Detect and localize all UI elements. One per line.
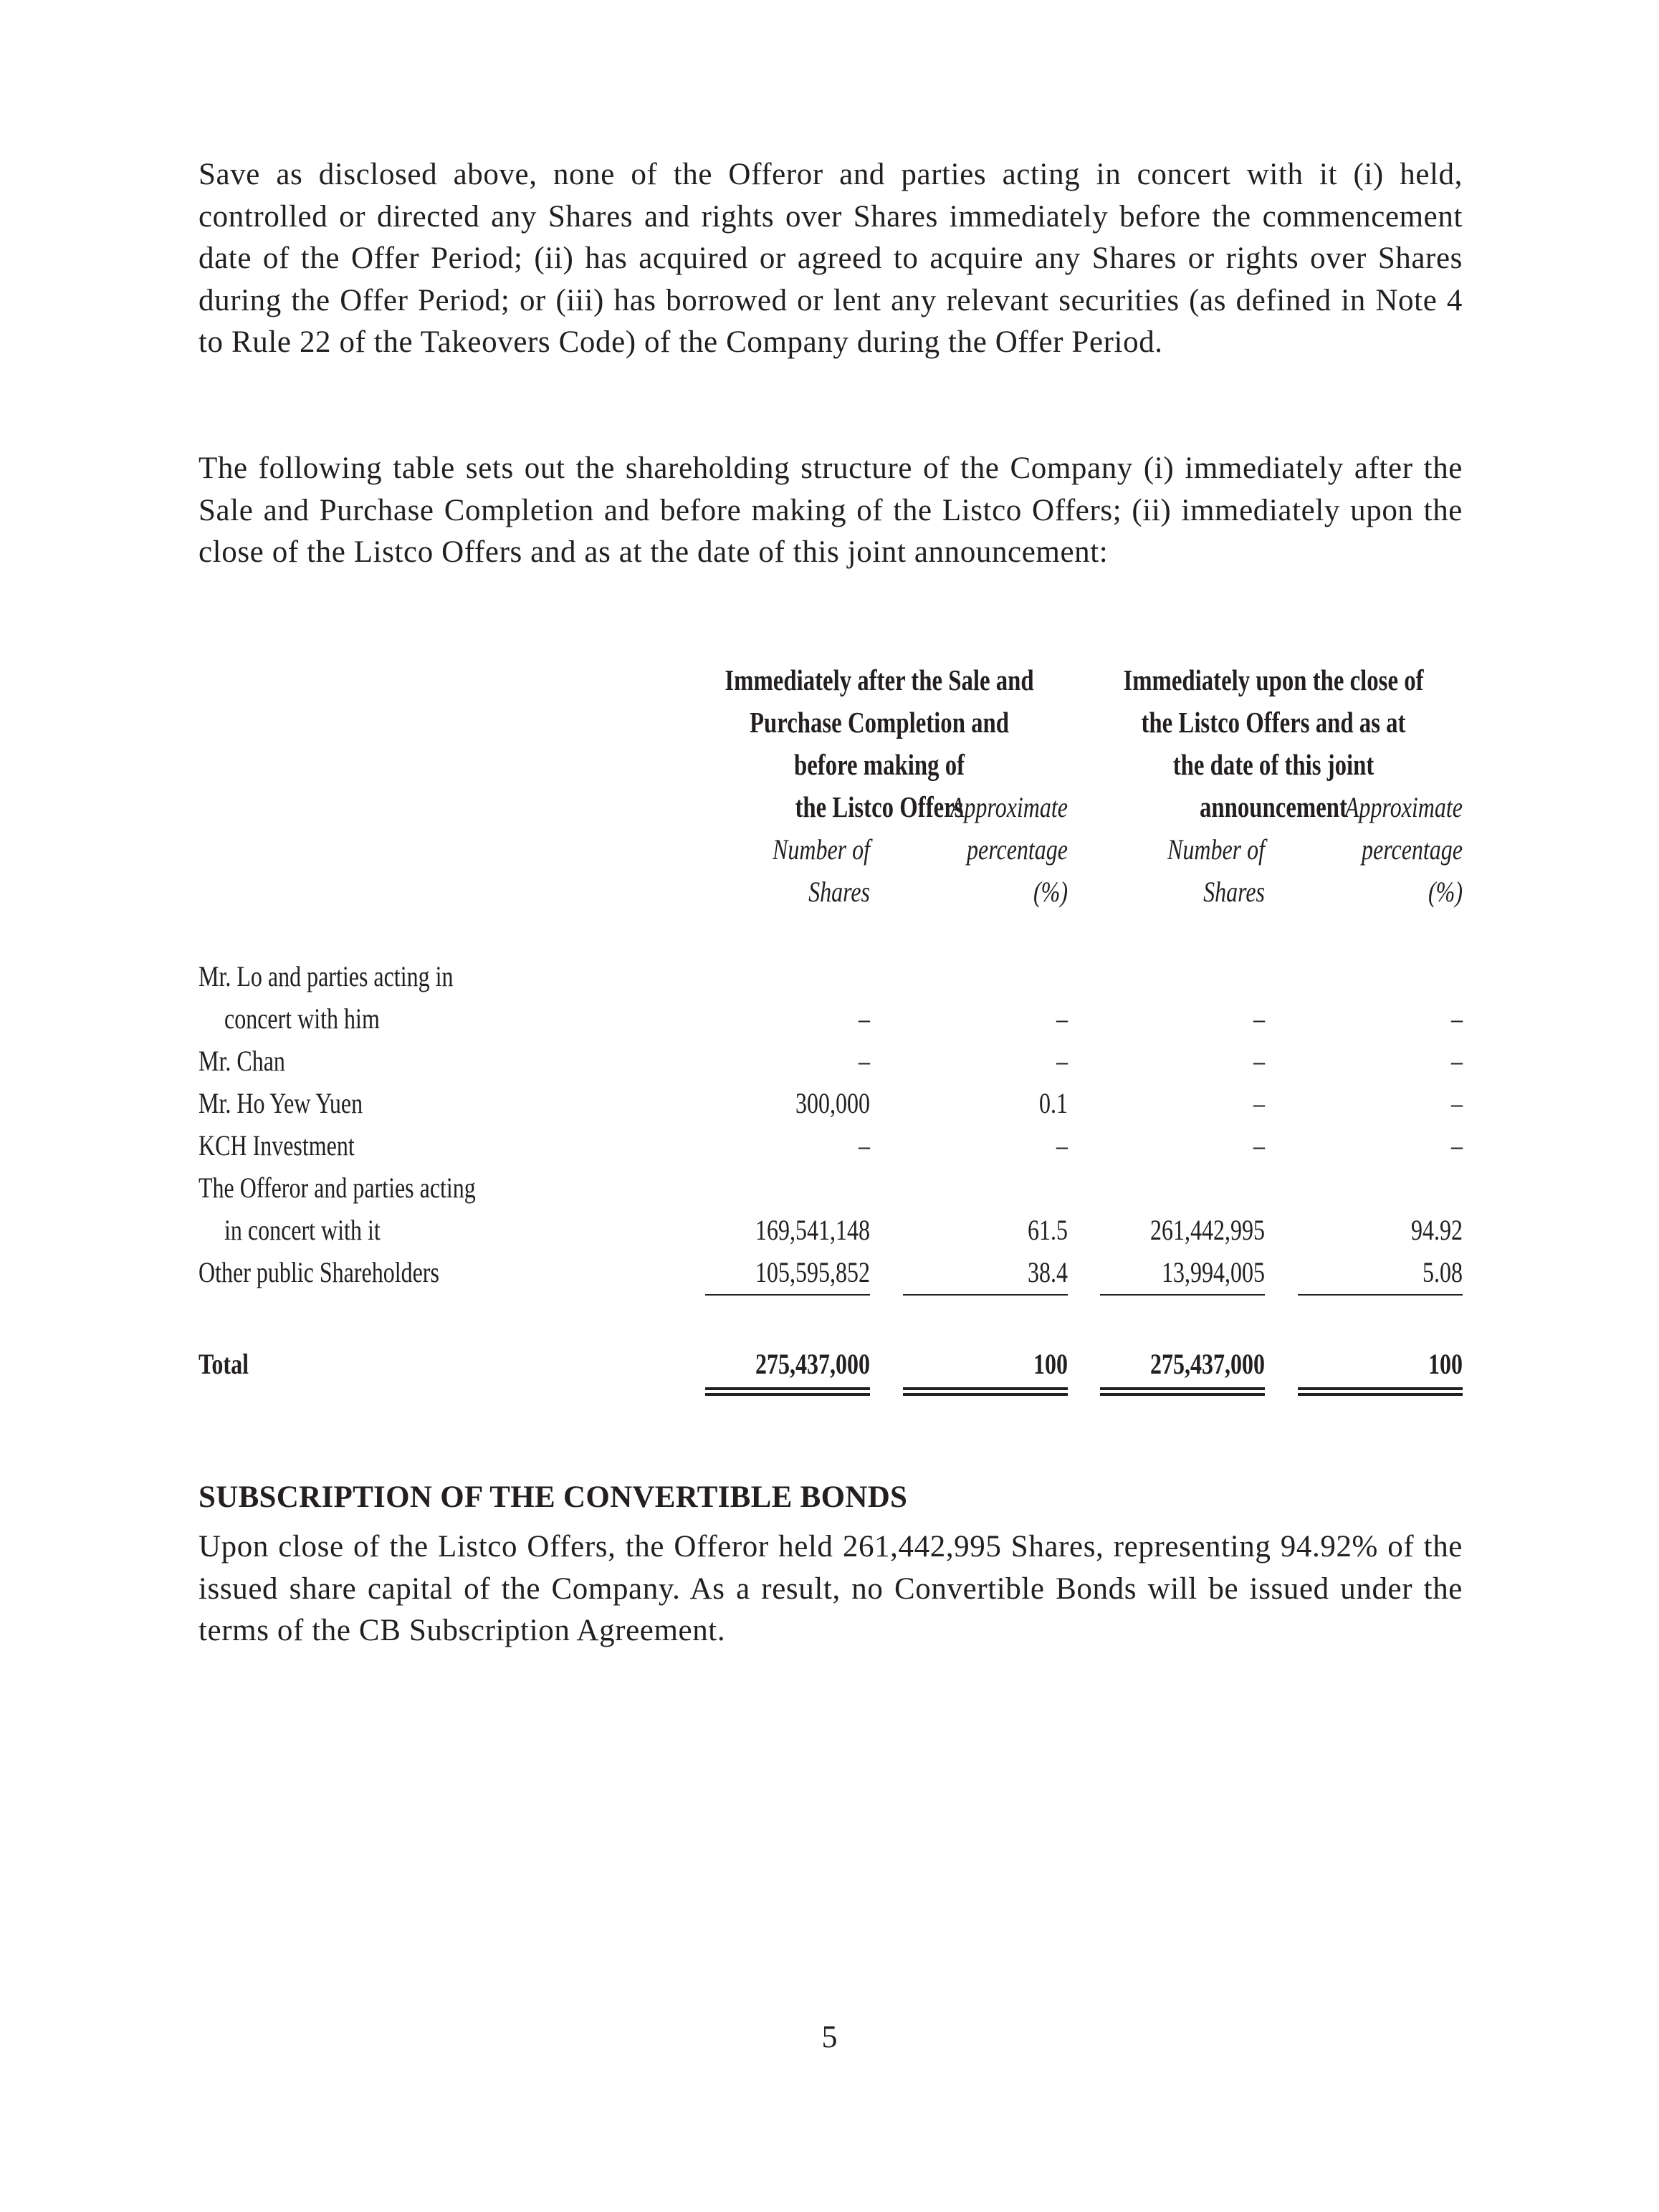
table-cell: – bbox=[1056, 1002, 1068, 1035]
header-line: before making of bbox=[793, 748, 965, 781]
table-cell: 61.5 bbox=[1028, 1214, 1068, 1246]
table-cell: – bbox=[1056, 1129, 1068, 1162]
table-cell: 100 bbox=[1428, 1348, 1463, 1380]
subheader-line: Approximate bbox=[1344, 791, 1463, 823]
subheader-line: Shares bbox=[808, 876, 870, 908]
header-line: the Listco Offers and as at bbox=[1141, 706, 1406, 739]
paragraph-table-intro: The following table sets out the shareholding structure of the Company (i) immediately after the Sale and Purchase Completion and before making of the Listco Offers; (ii) immediately upon the close of the Listco Offers and as at the date of this joint announcement: bbox=[199, 451, 1463, 569]
header-line: Immediately upon the close of bbox=[1123, 664, 1424, 696]
subtotal-rule bbox=[903, 1294, 1068, 1296]
subheader-shares-1 bbox=[655, 828, 870, 913]
subheader-line: (%) bbox=[1033, 876, 1068, 908]
section-heading: SUBSCRIPTION OF THE CONVERTIBLE BONDS bbox=[199, 1480, 908, 1514]
subtotal-rule bbox=[1298, 1294, 1463, 1296]
table-cell: 38.4 bbox=[1028, 1256, 1068, 1288]
subheader-line: Number of bbox=[1167, 833, 1265, 866]
total-double-rule bbox=[705, 1387, 870, 1396]
subheader-shares-2 bbox=[1050, 828, 1265, 913]
row-label: KCH Investment bbox=[199, 1129, 355, 1162]
subheader-line: Number of bbox=[773, 833, 870, 866]
table-cell: 169,541,148 bbox=[755, 1214, 870, 1246]
row-label: Mr. Chan bbox=[199, 1045, 285, 1077]
table-cell: 105,595,852 bbox=[755, 1256, 870, 1288]
subheader-line: Shares bbox=[1203, 876, 1265, 908]
paragraph-convertible-bonds: Upon close of the Listco Offers, the Offeror held 261,442,995 Shares, representing 94.92% of the issued share capital of the Company. As a result, no Convertible Bonds will be issued under the terms of the CB Subscription Agreement. bbox=[199, 1530, 1463, 1647]
subheader-line: percentage bbox=[967, 833, 1068, 866]
header-line: the Listco Offers bbox=[795, 790, 964, 823]
table-row bbox=[199, 1209, 1659, 1251]
table-total-row bbox=[199, 1343, 1659, 1385]
table-cell: – bbox=[1451, 1087, 1463, 1119]
table-row bbox=[199, 1082, 1659, 1124]
table-cell: 300,000 bbox=[795, 1087, 870, 1119]
subheader-line: (%) bbox=[1428, 876, 1463, 908]
page-number: 5 bbox=[821, 2019, 838, 2054]
row-label: The Offeror and parties acting bbox=[199, 1172, 476, 1204]
table-cell: 94.92 bbox=[1411, 1214, 1463, 1246]
table-cell: 5.08 bbox=[1423, 1256, 1463, 1288]
table-cell: – bbox=[859, 1129, 870, 1162]
row-label: Mr. Ho Yew Yuen bbox=[199, 1087, 363, 1119]
row-label: Other public Shareholders bbox=[199, 1256, 439, 1288]
table-cell: – bbox=[1253, 1002, 1265, 1035]
table-cell: 275,437,000 bbox=[1150, 1348, 1265, 1380]
table-cell: – bbox=[1056, 1045, 1068, 1077]
table-cell: – bbox=[859, 1045, 870, 1077]
table-cell: 261,442,995 bbox=[1150, 1214, 1265, 1246]
row-label: concert with him bbox=[224, 1002, 380, 1035]
table-cell: – bbox=[1451, 1129, 1463, 1162]
row-label: Mr. Lo and parties acting in bbox=[199, 960, 454, 992]
table-cell: – bbox=[859, 1002, 870, 1035]
table-cell: – bbox=[1253, 1045, 1265, 1077]
table-cell: 100 bbox=[1033, 1348, 1068, 1380]
subtotal-rule bbox=[1100, 1294, 1265, 1296]
table-cell: 0.1 bbox=[1039, 1087, 1068, 1119]
header-line: the date of this joint bbox=[1172, 748, 1374, 781]
subheader-line: percentage bbox=[1362, 833, 1463, 866]
table-row bbox=[199, 1167, 1659, 1209]
table-cell: – bbox=[1451, 1002, 1463, 1035]
header-line: Immediately after the Sale and bbox=[725, 664, 1034, 696]
subtotal-rule bbox=[705, 1294, 870, 1296]
subheader-percentage-2 bbox=[1248, 786, 1463, 913]
total-double-rule bbox=[903, 1387, 1068, 1396]
total-double-rule bbox=[1298, 1387, 1463, 1396]
row-label: in concert with it bbox=[224, 1214, 381, 1246]
table-row bbox=[199, 1251, 1659, 1293]
table-cell: – bbox=[1451, 1045, 1463, 1077]
table-row bbox=[199, 997, 1659, 1040]
header-line: Purchase Completion and bbox=[749, 706, 1010, 739]
table-row bbox=[199, 1124, 1659, 1167]
subheader-line: Approximate bbox=[950, 791, 1068, 823]
table-cell: – bbox=[1253, 1129, 1265, 1162]
table-cell: – bbox=[1253, 1087, 1265, 1119]
table-row bbox=[199, 1040, 1659, 1082]
header-line: announcement bbox=[1200, 790, 1347, 823]
total-double-rule bbox=[1100, 1387, 1265, 1396]
table-row bbox=[199, 955, 1659, 997]
subheader-percentage-1 bbox=[853, 786, 1068, 913]
row-label: Total bbox=[199, 1348, 249, 1380]
table-cell: 275,437,000 bbox=[755, 1348, 870, 1380]
table-cell: 13,994,005 bbox=[1162, 1256, 1265, 1288]
paragraph-disclosure: Save as disclosed above, none of the Offeror and parties acting in concert with it (i) held, controlled or directed any Shares and rights over Shares immediately before the commencement date of the Offer Period; (ii) has acquired or agreed to acquire any Shares or rights over Shares during the Offer Period; or (iii) has borrowed or lent any relevant securities (as defined in Note 4 to Rule 22 of the Takeovers Code) of the Company during the Offer Period. bbox=[199, 158, 1463, 359]
